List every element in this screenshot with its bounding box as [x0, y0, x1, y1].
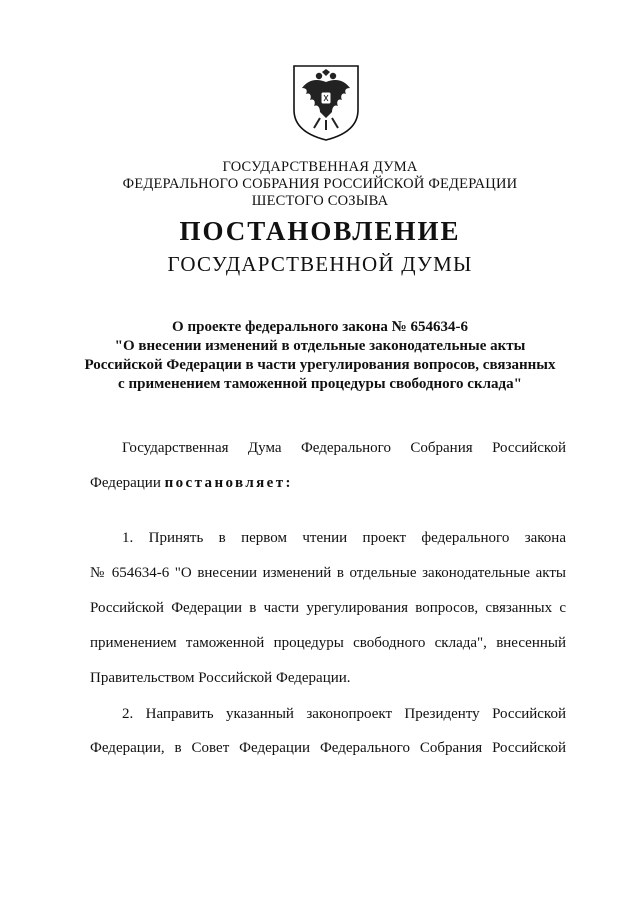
document-subject	[0, 318, 640, 394]
item-2-line: 2. Направить указанный законопроект Президенту Российской	[122, 706, 566, 722]
subject-line: О проекте федерального закона № 654634-6	[172, 319, 468, 335]
item-1-line: № 654634-6 "О внесении изменений в отдельные законодательные акты	[90, 565, 566, 581]
item-1-line: применением таможенной процедуры свободного склада", внесенный	[90, 635, 566, 651]
subject-line: "О внесении изменений в отдельные законодательные акты	[114, 338, 526, 354]
intro-line: Государственная Дума Федерального Собрания Российской	[122, 440, 566, 456]
intro-line-2	[90, 475, 566, 492]
subject-line: с применением таможенной процедуры свободного склада"	[118, 376, 522, 392]
issuer-assembly: ФЕДЕРАЛЬНОГО СОБРАНИЯ РОССИЙСКОЙ ФЕДЕРАЦИИ	[122, 176, 518, 192]
document-subtitle: ГОСУДАРСТВЕННОЙ ДУМЫ	[167, 252, 473, 276]
intro-prefix: Федерации	[90, 475, 161, 491]
item-2-line: Федерации, в Совет Федерации Федерального Собрания Российской	[90, 740, 566, 756]
issuer-name: ГОСУДАРСТВЕННАЯ ДУМА	[222, 159, 418, 175]
item-1-line: 1. Принять в первом чтении проект федерального закона	[122, 530, 566, 546]
state-emblem-icon	[290, 62, 362, 142]
item-1-line: Российской Федерации в части урегулирования вопросов, связанных с	[90, 600, 566, 616]
issuer-convocation: ШЕСТОГО СОЗЫВА	[251, 193, 389, 209]
document-title: ПОСТАНОВЛЕНИЕ	[179, 216, 461, 246]
subject-line: Российской Федерации в части урегулирования вопросов, связанных	[84, 357, 556, 373]
resolves-word: постановляет:	[164, 475, 293, 491]
item-1-line: Правительством Российской Федерации.	[90, 670, 351, 686]
